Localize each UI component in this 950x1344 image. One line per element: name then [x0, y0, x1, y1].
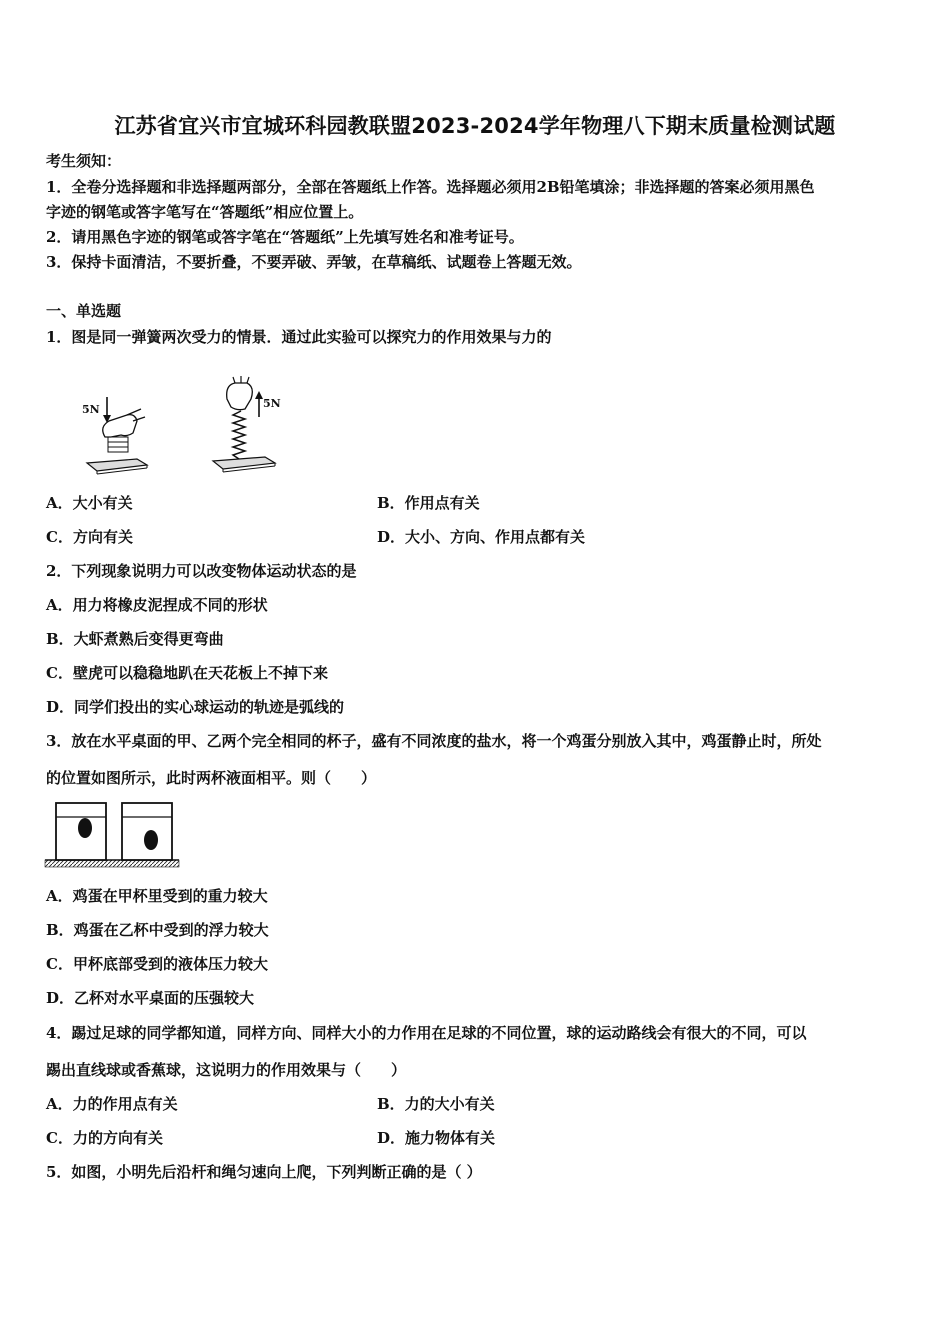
q4-option-c[interactable]: C．力的方向有关 — [46, 1129, 163, 1147]
q2-option-d[interactable]: D．同学们投出的实心球运动的轨迹是弧线的 — [46, 698, 345, 716]
notice-item: 3．保持卡面清洁，不要折叠，不要弄破、弄皱，在草稿纸、试题卷上答题无效。 — [46, 253, 582, 271]
q3-option-d[interactable]: D．乙杯对水平桌面的压强较大 — [46, 989, 255, 1007]
section-heading: 一、单选题 — [46, 302, 122, 320]
force-label-left: 5N — [82, 403, 100, 416]
q2-option-b[interactable]: B．大虾煮熟后变得更弯曲 — [46, 630, 224, 648]
question-1-stem: 1．图是同一弹簧两次受力的情景．通过此实验可以探究力的作用效果与力的 — [46, 328, 552, 346]
question-5-stem: 5．如图，小明先后沿杆和绳匀速向上爬，下列判断正确的是（ ） — [46, 1163, 482, 1181]
force-label-right: 5N — [263, 397, 281, 410]
q1-option-d[interactable]: D．大小、方向、作用点都有关 — [377, 528, 586, 546]
question-4-stem-cont: 踢出直线球或香蕉球，这说明力的作用效果与（ ） — [46, 1061, 407, 1079]
q4-option-a[interactable]: A．力的作用点有关 — [46, 1095, 178, 1113]
notice-item: 2．请用黑色字迹的钢笔或答字笔在“答题纸”上先填写姓名和准考证号。 — [46, 228, 524, 246]
page-title: 江苏省宜兴市宜城环科园教联盟2023-2024学年物理八下期末质量检测试题 — [114, 114, 836, 138]
spring-figure — [75, 375, 290, 480]
question-4-stem: 4．踢过足球的同学都知道，同样方向、同样大小的力作用在足球的不同位置，球的运动路线会有很大的不同，可以 — [46, 1024, 807, 1042]
q3-option-a[interactable]: A．鸡蛋在甲杯里受到的重力较大 — [46, 887, 268, 905]
q1-option-c[interactable]: C．方向有关 — [46, 528, 133, 546]
q3-option-c[interactable]: C．甲杯底部受到的液体压力较大 — [46, 955, 268, 973]
q3-option-b[interactable]: B．鸡蛋在乙杯中受到的浮力较大 — [46, 921, 269, 939]
notice-item: 1．全卷分选择题和非选择题两部分，全部在答题纸上作答。选择题必须用2B铅笔填涂；非选择题的答案必须用黑色 — [46, 178, 815, 196]
question-3-stem-cont: 的位置如图所示，此时两杯液面相平。则（ ） — [46, 769, 377, 787]
notice-item: 字迹的钢笔或答字笔写在“答题纸”相应位置上。 — [46, 203, 364, 221]
question-3-stem: 3．放在水平桌面的甲、乙两个完全相同的杯子，盛有不同浓度的盐水，将一个鸡蛋分别放入其中，鸡蛋静止时，所处 — [46, 732, 822, 750]
q2-option-c[interactable]: C．壁虎可以稳稳地趴在天花板上不掉下来 — [46, 664, 328, 682]
question-2-stem: 2．下列现象说明力可以改变物体运动状态的是 — [46, 562, 357, 580]
egg-cups-figure — [44, 800, 182, 872]
notice-heading: 考生须知： — [46, 152, 122, 170]
q2-option-a[interactable]: A．用力将橡皮泥捏成不同的形状 — [46, 596, 268, 614]
q1-option-b[interactable]: B．作用点有关 — [377, 494, 480, 512]
q1-option-a[interactable]: A．大小有关 — [46, 494, 133, 512]
q4-option-d[interactable]: D．施力物体有关 — [377, 1129, 496, 1147]
q4-option-b[interactable]: B．力的大小有关 — [377, 1095, 495, 1113]
